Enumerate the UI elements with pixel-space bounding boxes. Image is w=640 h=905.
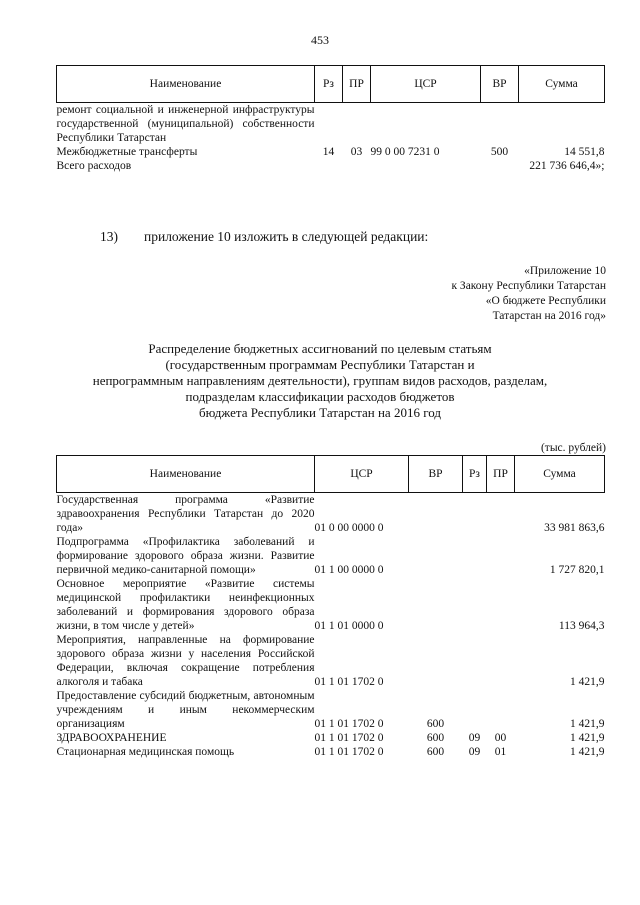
row-pr: 01 (494, 746, 507, 758)
row-rz (463, 633, 487, 689)
header-rz: Рз (463, 456, 487, 493)
row-sum: 1 421,9 (570, 732, 605, 744)
row-rz: 09 (468, 746, 481, 758)
row-vr (409, 535, 463, 577)
budget-allocation-table (56, 455, 605, 759)
row-name: Мероприятия, направленные на формирование здорового образа жизни у населения Российской Федерации, включая сокращение потребления алкоголя и табака (56, 634, 315, 688)
row-sum: 113 964,3 (558, 620, 605, 632)
row-csr: 01 1 01 1702 0 (314, 746, 384, 758)
appendix-line: «Приложение 10 (524, 265, 606, 277)
row-name: Государственная программа «Развитие здравоохранения Республики Татарстан до 2020 года» (56, 494, 315, 534)
table-row (57, 745, 605, 759)
header-csr: ЦСР (315, 456, 409, 493)
row-vr: 500 (490, 146, 509, 158)
row-sum: 1 421,9 (570, 718, 605, 730)
row-csr: 01 1 01 0000 0 (314, 620, 384, 632)
row-vr (481, 159, 519, 173)
row-csr: 01 1 01 1702 0 (314, 718, 384, 730)
row-rz: 14 (322, 146, 335, 158)
heading-line: непрограммным направлениям деятельности), группам видов расходов, разделам, (92, 373, 548, 388)
row-pr (487, 577, 515, 633)
appendix-reference (451, 264, 606, 324)
row-csr (371, 159, 481, 173)
table-row (57, 689, 605, 731)
row-rz (463, 535, 487, 577)
row-rz: 09 (468, 732, 481, 744)
header-pr: ПР (343, 66, 371, 103)
row-rz (463, 577, 487, 633)
heading-line: (государственным программам Республики Татарстан и (165, 357, 475, 372)
row-csr: 99 0 00 7231 0 (370, 146, 440, 158)
table-header-row (57, 66, 605, 103)
header-rz: Рз (315, 66, 343, 103)
row-sum: 1 421,9 (570, 746, 605, 758)
row-pr (343, 159, 371, 173)
row-pr (343, 103, 371, 146)
row-vr (409, 633, 463, 689)
amendment-instruction (100, 230, 428, 244)
header-sum: Сумма (515, 456, 605, 493)
header-name: Наименование (57, 456, 315, 493)
header-vr: ВР (409, 456, 463, 493)
table-row (57, 535, 605, 577)
header-vr: ВР (481, 66, 519, 103)
budget-table-continuation (56, 65, 605, 173)
row-csr: 01 1 01 1702 0 (314, 732, 384, 744)
instruction-text: приложение 10 изложить в следующей редакции: (144, 229, 429, 244)
page-number: 453 (311, 33, 329, 47)
row-pr (487, 689, 515, 731)
table-row (57, 493, 605, 536)
row-csr: 01 1 00 0000 0 (314, 564, 384, 576)
row-csr (371, 103, 481, 146)
row-sum: 33 981 863,6 (544, 522, 605, 534)
header-csr: ЦСР (371, 66, 481, 103)
table-header-row (57, 456, 605, 493)
row-vr (409, 493, 463, 536)
table-row (57, 577, 605, 633)
row-name: Основное мероприятие «Развитие системы медицинской профилактики неинфекционных заболеваний и формирования здорового образа жизни, в том числе у детей» (56, 578, 315, 632)
row-sum: 1 421,9 (570, 676, 605, 688)
row-sum: 1 727 820,1 (549, 564, 605, 576)
row-pr (487, 493, 515, 536)
row-vr: 600 (426, 718, 445, 730)
row-rz (315, 159, 343, 173)
table-row-total (57, 159, 605, 173)
instruction-number: 13) (100, 229, 118, 244)
table-row (57, 145, 605, 159)
row-pr (487, 633, 515, 689)
heading-line: подразделам классификации расходов бюджетов (185, 389, 455, 404)
row-rz (463, 493, 487, 536)
row-csr: 01 1 01 1702 0 (314, 676, 384, 688)
table-row (57, 633, 605, 689)
table-row (57, 103, 605, 146)
header-name: Наименование (57, 66, 315, 103)
table-row (57, 731, 605, 745)
heading-line: Распределение бюджетных ассигнований по целевым статьям (148, 341, 492, 356)
header-sum: Сумма (519, 66, 605, 103)
appendix-line: к Закону Республики Татарстан (451, 280, 606, 292)
row-vr (481, 103, 519, 146)
document-heading (50, 341, 590, 421)
row-vr: 600 (426, 746, 445, 758)
row-sum (519, 103, 605, 146)
units-label: (тыс. рублей) (540, 442, 606, 454)
row-name: ремонт социальной и инженерной инфраструктуры государственной (муниципальной) собственности Республики Татарстан (56, 104, 315, 144)
row-name: ЗДРАВООХРАНЕНИЕ (56, 732, 167, 744)
appendix-line: Татарстан на 2016 год» (492, 310, 606, 322)
row-vr: 600 (426, 732, 445, 744)
row-pr: 00 (494, 732, 507, 744)
row-rz (315, 103, 343, 146)
header-pr: ПР (487, 456, 515, 493)
row-name: Подпрограмма «Профилактика заболеваний и формирование здорового образа жизни. Развитие первичной медико-санитарной помощи» (56, 536, 315, 576)
row-name: Всего расходов (56, 160, 132, 172)
row-pr (487, 535, 515, 577)
appendix-line: «О бюджете Республики (485, 295, 606, 307)
row-sum: 14 551,8 (564, 146, 605, 158)
row-name: Межбюджетные трансферты (56, 146, 198, 158)
row-pr: 03 (350, 146, 363, 158)
row-name: Предоставление субсидий бюджетным, автономным учреждениям и иным некоммерческим организациям (56, 690, 315, 730)
heading-line: бюджета Республики Татарстан на 2016 год (199, 405, 441, 420)
row-sum: 221 736 646,4»; (529, 160, 605, 172)
row-name: Стационарная медицинская помощь (56, 746, 235, 758)
row-csr: 01 0 00 0000 0 (314, 522, 384, 534)
row-rz (463, 689, 487, 731)
row-vr (409, 577, 463, 633)
